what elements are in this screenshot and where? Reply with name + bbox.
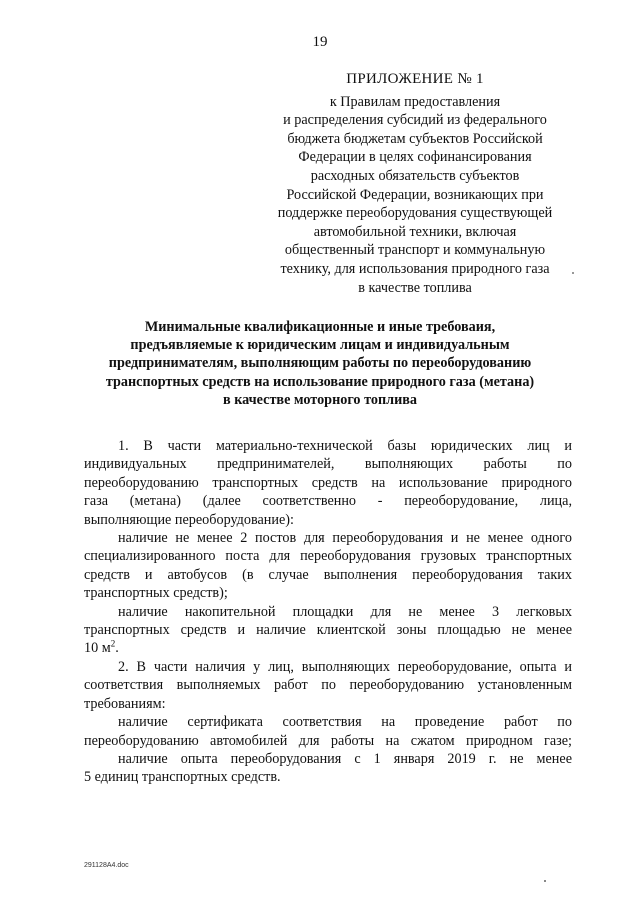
body-line-text: соответствия выполняемых работ по переоборудованию установленным <box>84 677 572 694</box>
appendix-line: поддержке переоборудования существующей <box>277 205 553 222</box>
body-line-text: 5 единиц транспортных средств. <box>84 769 281 786</box>
title-line: предпринимателям, выполняющим работы по переоборудованию <box>108 355 532 372</box>
body-line <box>84 603 572 621</box>
document-title <box>70 318 570 409</box>
title-line: транспортных средств на использование природного газа (метана) <box>105 373 535 390</box>
body-line <box>84 676 572 694</box>
body-line-text: 1. В части материально-технической базы юридических лиц и <box>118 438 572 454</box>
body-line-text: наличие сертификата соответствия на проведение работ по <box>118 714 572 731</box>
body-line <box>84 566 572 584</box>
body-line <box>84 547 572 565</box>
body-line-text: 2. В части наличия у лиц, выполняющих переоборудование, опыта и <box>118 658 572 675</box>
scan-dot <box>572 272 574 274</box>
scan-dot <box>544 880 546 882</box>
appendix-line: расходных обязательств субъектов <box>310 167 520 184</box>
body-line-text: специализированного поста для переоборудования грузовых транспортных <box>84 548 572 565</box>
appendix-block <box>250 70 580 297</box>
body-line <box>84 768 572 786</box>
appendix-line: автомобильной техники, включая <box>313 223 517 240</box>
footer-file-code: 291128A4.doc <box>84 862 129 869</box>
body-line <box>84 584 572 602</box>
body-line-text: наличие не менее 2 постов для переоборудования и не менее одного <box>118 530 572 547</box>
body-line <box>84 639 572 657</box>
body-line <box>84 750 572 768</box>
appendix-line: бюджета бюджетам субъектов Российской <box>287 130 543 147</box>
appendix-line: к Правилам предоставления <box>329 93 501 110</box>
body-line <box>84 492 572 510</box>
body-line-text: транспортных средств); <box>84 585 228 602</box>
body-line-text: средств и автобусов (в случае выполнения переоборудования таких <box>84 566 572 583</box>
body-line-text: переоборудованию автомобилей для работы на сжатом природном газе; <box>84 732 572 749</box>
appendix-line: Федерации в целях софинансирования <box>298 149 532 166</box>
body-line-text: требованиям: <box>84 695 166 712</box>
body-line <box>84 529 572 547</box>
title-line: Минимальные квалификационные и иные требоваия, <box>144 319 496 335</box>
body-line-text: газа (метана) (далее соответственно - переоборудование, лица, <box>84 493 572 510</box>
body-line <box>84 437 572 455</box>
body-line <box>84 713 572 731</box>
body-line <box>84 455 572 473</box>
superscript: 2 <box>110 638 116 649</box>
body-line-text: выполняющие переоборудование): <box>84 511 294 528</box>
body-line-text: наличие накопительной площадки для не менее 3 легковых <box>118 603 572 620</box>
body-line <box>84 621 572 639</box>
body-line-text: переоборудованию транспортных средств на использование природного <box>84 474 572 491</box>
title-line: в качестве моторного топлива <box>222 391 418 408</box>
appendix-line: технику, для использования природного газа <box>280 260 550 277</box>
appendix-line: Российской Федерации, возникающих при <box>286 186 544 203</box>
body-line-text: индивидуальных предпринимателей, выполняющих работы по <box>84 456 572 473</box>
page-number: 19 <box>312 34 328 50</box>
body-line <box>84 474 572 492</box>
body-line <box>84 658 572 676</box>
body-line-suffix: . <box>115 640 119 657</box>
appendix-line: и распределения субсидий из федерального <box>283 112 547 129</box>
document-body <box>84 437 572 787</box>
body-line <box>84 511 572 529</box>
body-line <box>84 732 572 750</box>
body-line-text: наличие опыта переоборудования с 1 января 2019 г. не менее <box>118 750 572 767</box>
body-line-text: 10 м <box>84 640 111 657</box>
appendix-line: в качестве топлива <box>358 279 472 296</box>
title-line: предъявляемые к юридическим лицам и индивидуальным <box>130 337 510 354</box>
body-line <box>84 695 572 713</box>
appendix-heading: ПРИЛОЖЕНИЕ № 1 <box>346 71 484 87</box>
appendix-line: общественный транспорт и коммунальную <box>284 242 546 259</box>
body-line-text: транспортных средств и наличие клиентской зоны площадью не менее <box>84 622 572 639</box>
